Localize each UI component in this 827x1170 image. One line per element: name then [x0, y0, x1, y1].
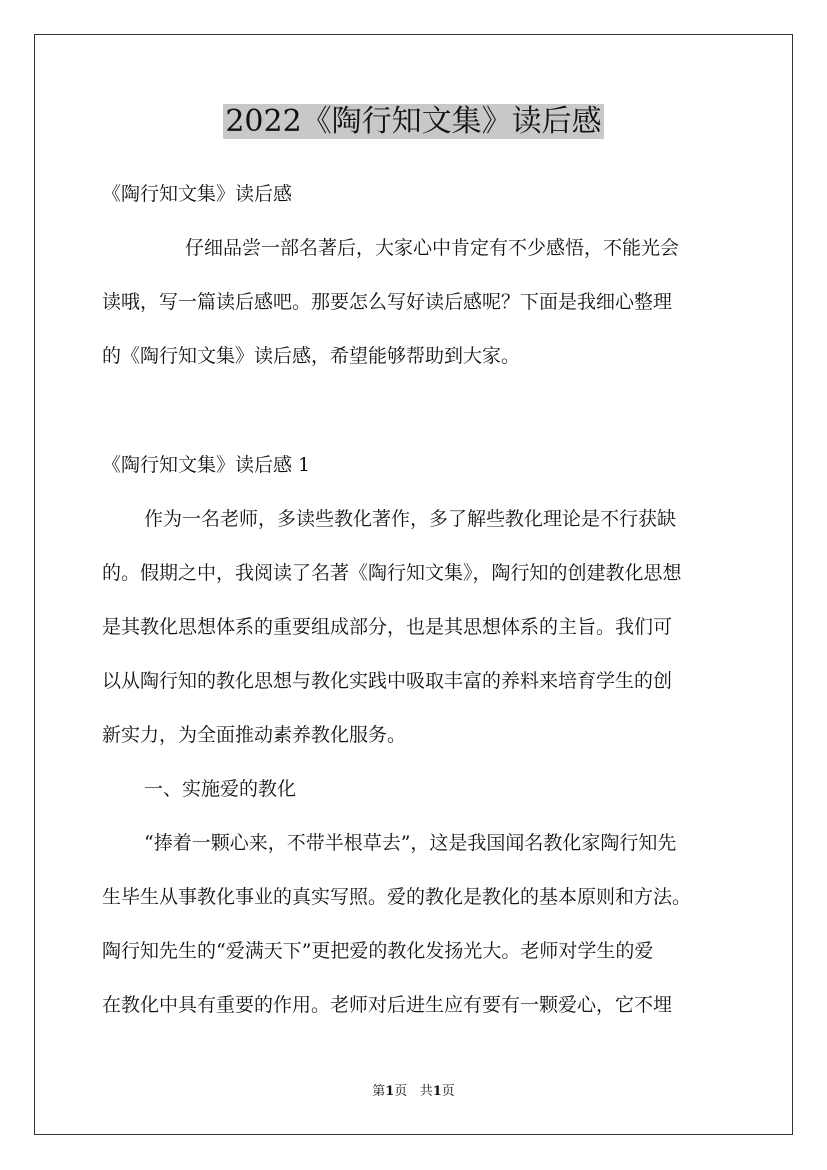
section-heading: 《陶行知文集》读后感 1 [102, 454, 311, 476]
paragraph-line: 的。假期之中，我阅读了名著《陶行知文集》，陶行知的创建教化思想 [102, 562, 682, 584]
intro-line: 仔细品尝一部名著后，大家心中肯定有不少感悟，不能光会 [185, 237, 680, 259]
paragraph-line: 是其教化思想体系的重要组成部分，也是其思想体系的主旨。我们可 [102, 616, 673, 638]
paragraph-line: 在教化中具有重要的作用。老师对后进生应有要有一颗爱心，它不埋 [102, 994, 673, 1016]
document-title-text: 2022《陶行知文集》读后感 [225, 104, 602, 139]
footer-suffix: 页 [441, 1084, 455, 1099]
paragraph-line: 以从陶行知的教化思想与教化实践中吸取丰富的养料来培育学生的创 [102, 670, 673, 692]
paragraph-line: “捧着一颗心来，不带半根草去”，这是我国闻名教化家陶行知先 [144, 832, 677, 854]
page-footer [0, 1083, 827, 1101]
subtitle: 《陶行知文集》读后感 [102, 183, 293, 205]
footer-prefix: 第 [372, 1084, 386, 1099]
footer-middle: 页 共 [394, 1084, 433, 1099]
paragraph-line: 陶行知先生的“爱满天下”更把爱的教化发扬光大。老师对学生的爱 [102, 940, 654, 962]
page-number: 1 [385, 1084, 395, 1099]
intro-line: 读哦，写一篇读后感吧。那要怎么写好读后感呢？下面是我细心整理 [102, 291, 673, 313]
intro-line: 的《陶行知文集》读后感，希望能够帮助到大家。 [102, 345, 521, 367]
subheading: 一、实施爱的教化 [144, 778, 297, 800]
paragraph-line: 生毕生从事教化事业的真实写照。爱的教化是教化的基本原则和方法。 [102, 886, 692, 908]
paragraph-line: 作为一名老师，多读些教化著作，多了解些教化理论是不行获缺 [144, 508, 677, 530]
page-total: 1 [432, 1084, 442, 1099]
document-title [0, 100, 827, 144]
paragraph-line: 新实力，为全面推动素养教化服务。 [102, 724, 407, 746]
